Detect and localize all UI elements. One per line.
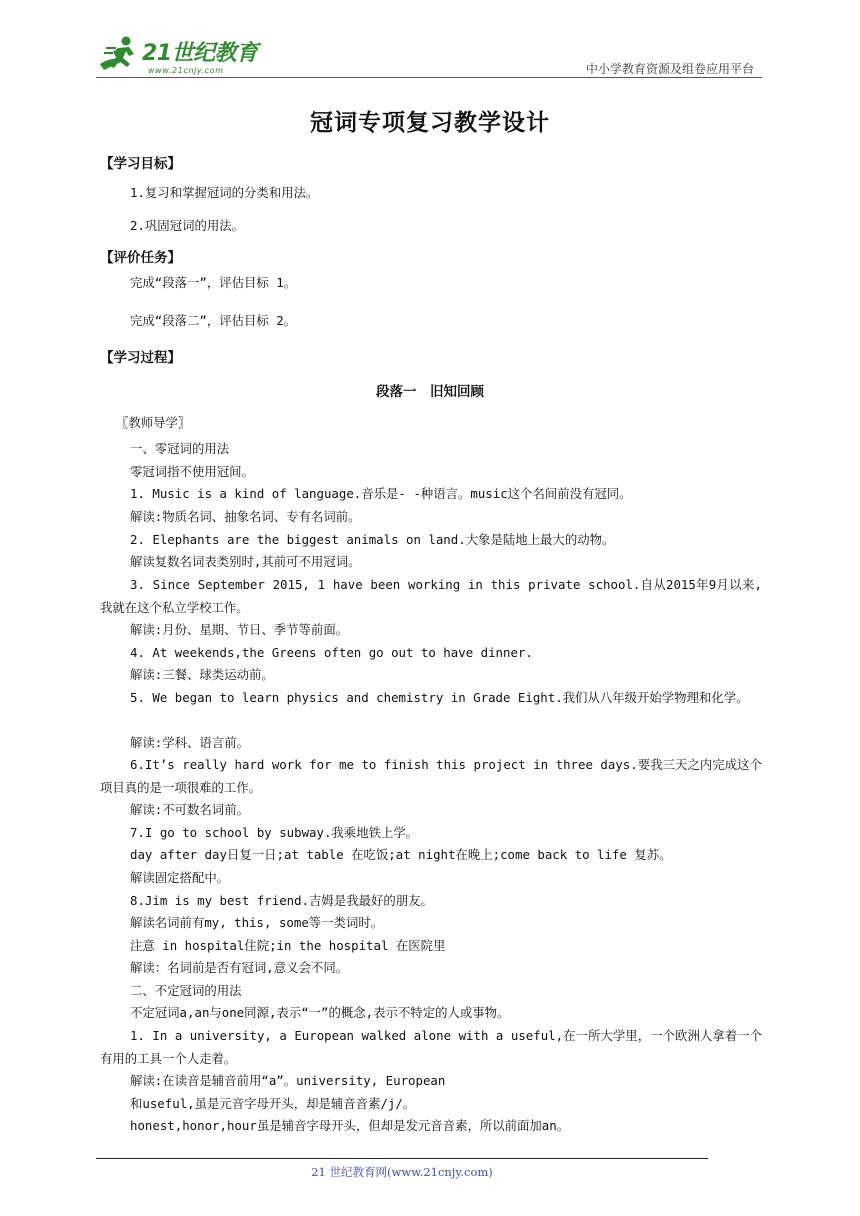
content-paragraph: 6.It’s really hard work for me to finish this project in three days.要我三天之内完成这个项目真的是一项很难的工作。	[100, 757, 762, 795]
content-paragraph: 5. We began to learn physics and chemistry in Grade Eight.我们从八年级开始学物理和化学。	[130, 690, 749, 705]
content-line: 注意 in hospital住院;in the hospital 在医院里	[130, 938, 446, 953]
content-line: 8.Jim is my best friend.吉姆是我最好的朋友。	[130, 893, 433, 908]
task-item: 完成“段落一”，评估目标 1。	[130, 275, 297, 290]
content-line: 2. Elephants are the biggest animals on land.大象是陆地上最大的动物。	[130, 532, 615, 547]
content-line: honest,honor,hour虽是辅音字母开头，但却是发元音音素，所以前面加an。	[130, 1118, 570, 1133]
header-divider	[96, 77, 762, 78]
runner-logo-icon	[96, 34, 142, 76]
content-line: 7.I go to school by subway.我乘地铁上学。	[130, 825, 419, 840]
content-line: 解读名词前有my, this, some等一类词时。	[130, 915, 384, 930]
section-title: 段落一 旧知回顾	[376, 384, 484, 400]
content-line: 解读复数名词表类别时,其前可不用冠词。	[130, 554, 361, 569]
logo-text: 21世纪教育	[142, 41, 258, 66]
content-line: 解读：名词前是否有冠词,意义会不同。	[130, 960, 349, 975]
tasks-heading: 【评价任务】	[100, 250, 181, 266]
content-paragraph: 1. In a university, a European walked alone with a useful,在一所大学里，一个欧洲人拿着一个有用的工具一个人走着。	[100, 1028, 762, 1066]
page-header	[96, 30, 762, 80]
footer-divider	[96, 1158, 708, 1159]
guide-label: 〖教师导学〗	[116, 415, 191, 430]
content-line: 零冠词指不使用冠间。	[130, 464, 254, 479]
content-line: 解读固定搭配中。	[130, 870, 230, 885]
content-line: 4. At weekends,the Greens often go out to have dinner.	[130, 645, 533, 660]
content-line: 解读:学科、语言前。	[130, 735, 249, 750]
page-title: 冠词专项复习教学设计	[310, 109, 550, 136]
content-line: 解读:月份、星期、节日、季节等前面。	[130, 622, 349, 637]
content-line: 不定冠词a,an与one同源,表示“一”的概念,表示不特定的人或事物。	[130, 1005, 510, 1020]
platform-name: 中小学教育资源及组卷应用平台	[585, 62, 754, 76]
content-paragraph: 3. Since September 2015, 1 have been working in this private school.自从2015年9月以来,我就在这个私立学校工作。	[100, 577, 762, 615]
objective-item: 1.复习和掌握冠词的分类和用法。	[130, 185, 319, 200]
objectives-heading: 【学习目标】	[100, 156, 181, 172]
content-line: 和useful,虽是元音字母开头，却是辅音音素/j/。	[130, 1096, 416, 1111]
content-line: 解读:物质名词、抽象名词、专有名词前。	[130, 509, 361, 524]
process-heading: 【学习过程】	[100, 350, 181, 366]
content-line: day after day日复一日;at table 在吃饭;at night在晚上;come back to life 复苏。	[130, 847, 672, 862]
footer-link[interactable]: 21 世纪教育网(www.21cnjy.com)	[311, 1165, 493, 1179]
site-logo[interactable]	[96, 32, 266, 78]
objective-item: 2.巩固冠词的用法。	[130, 218, 245, 233]
content-line: 1. Music is a kind of language.音乐是- -种语言。music这个名间前没有冠同。	[130, 486, 632, 501]
content-line: 解读:三餐、球类运动前。	[130, 667, 274, 682]
content-line: 解读:在读音是辅音前用“a”。university, European	[130, 1073, 446, 1088]
logo-url: www.21cnjy.com	[148, 66, 224, 75]
content-line: 二、不定冠词的用法	[130, 983, 242, 998]
content-line: 解读:不可数名词前。	[130, 802, 249, 817]
content-line: 一、零冠词的用法	[130, 441, 230, 456]
task-item: 完成“段落二”，评估目标 2。	[130, 313, 297, 328]
